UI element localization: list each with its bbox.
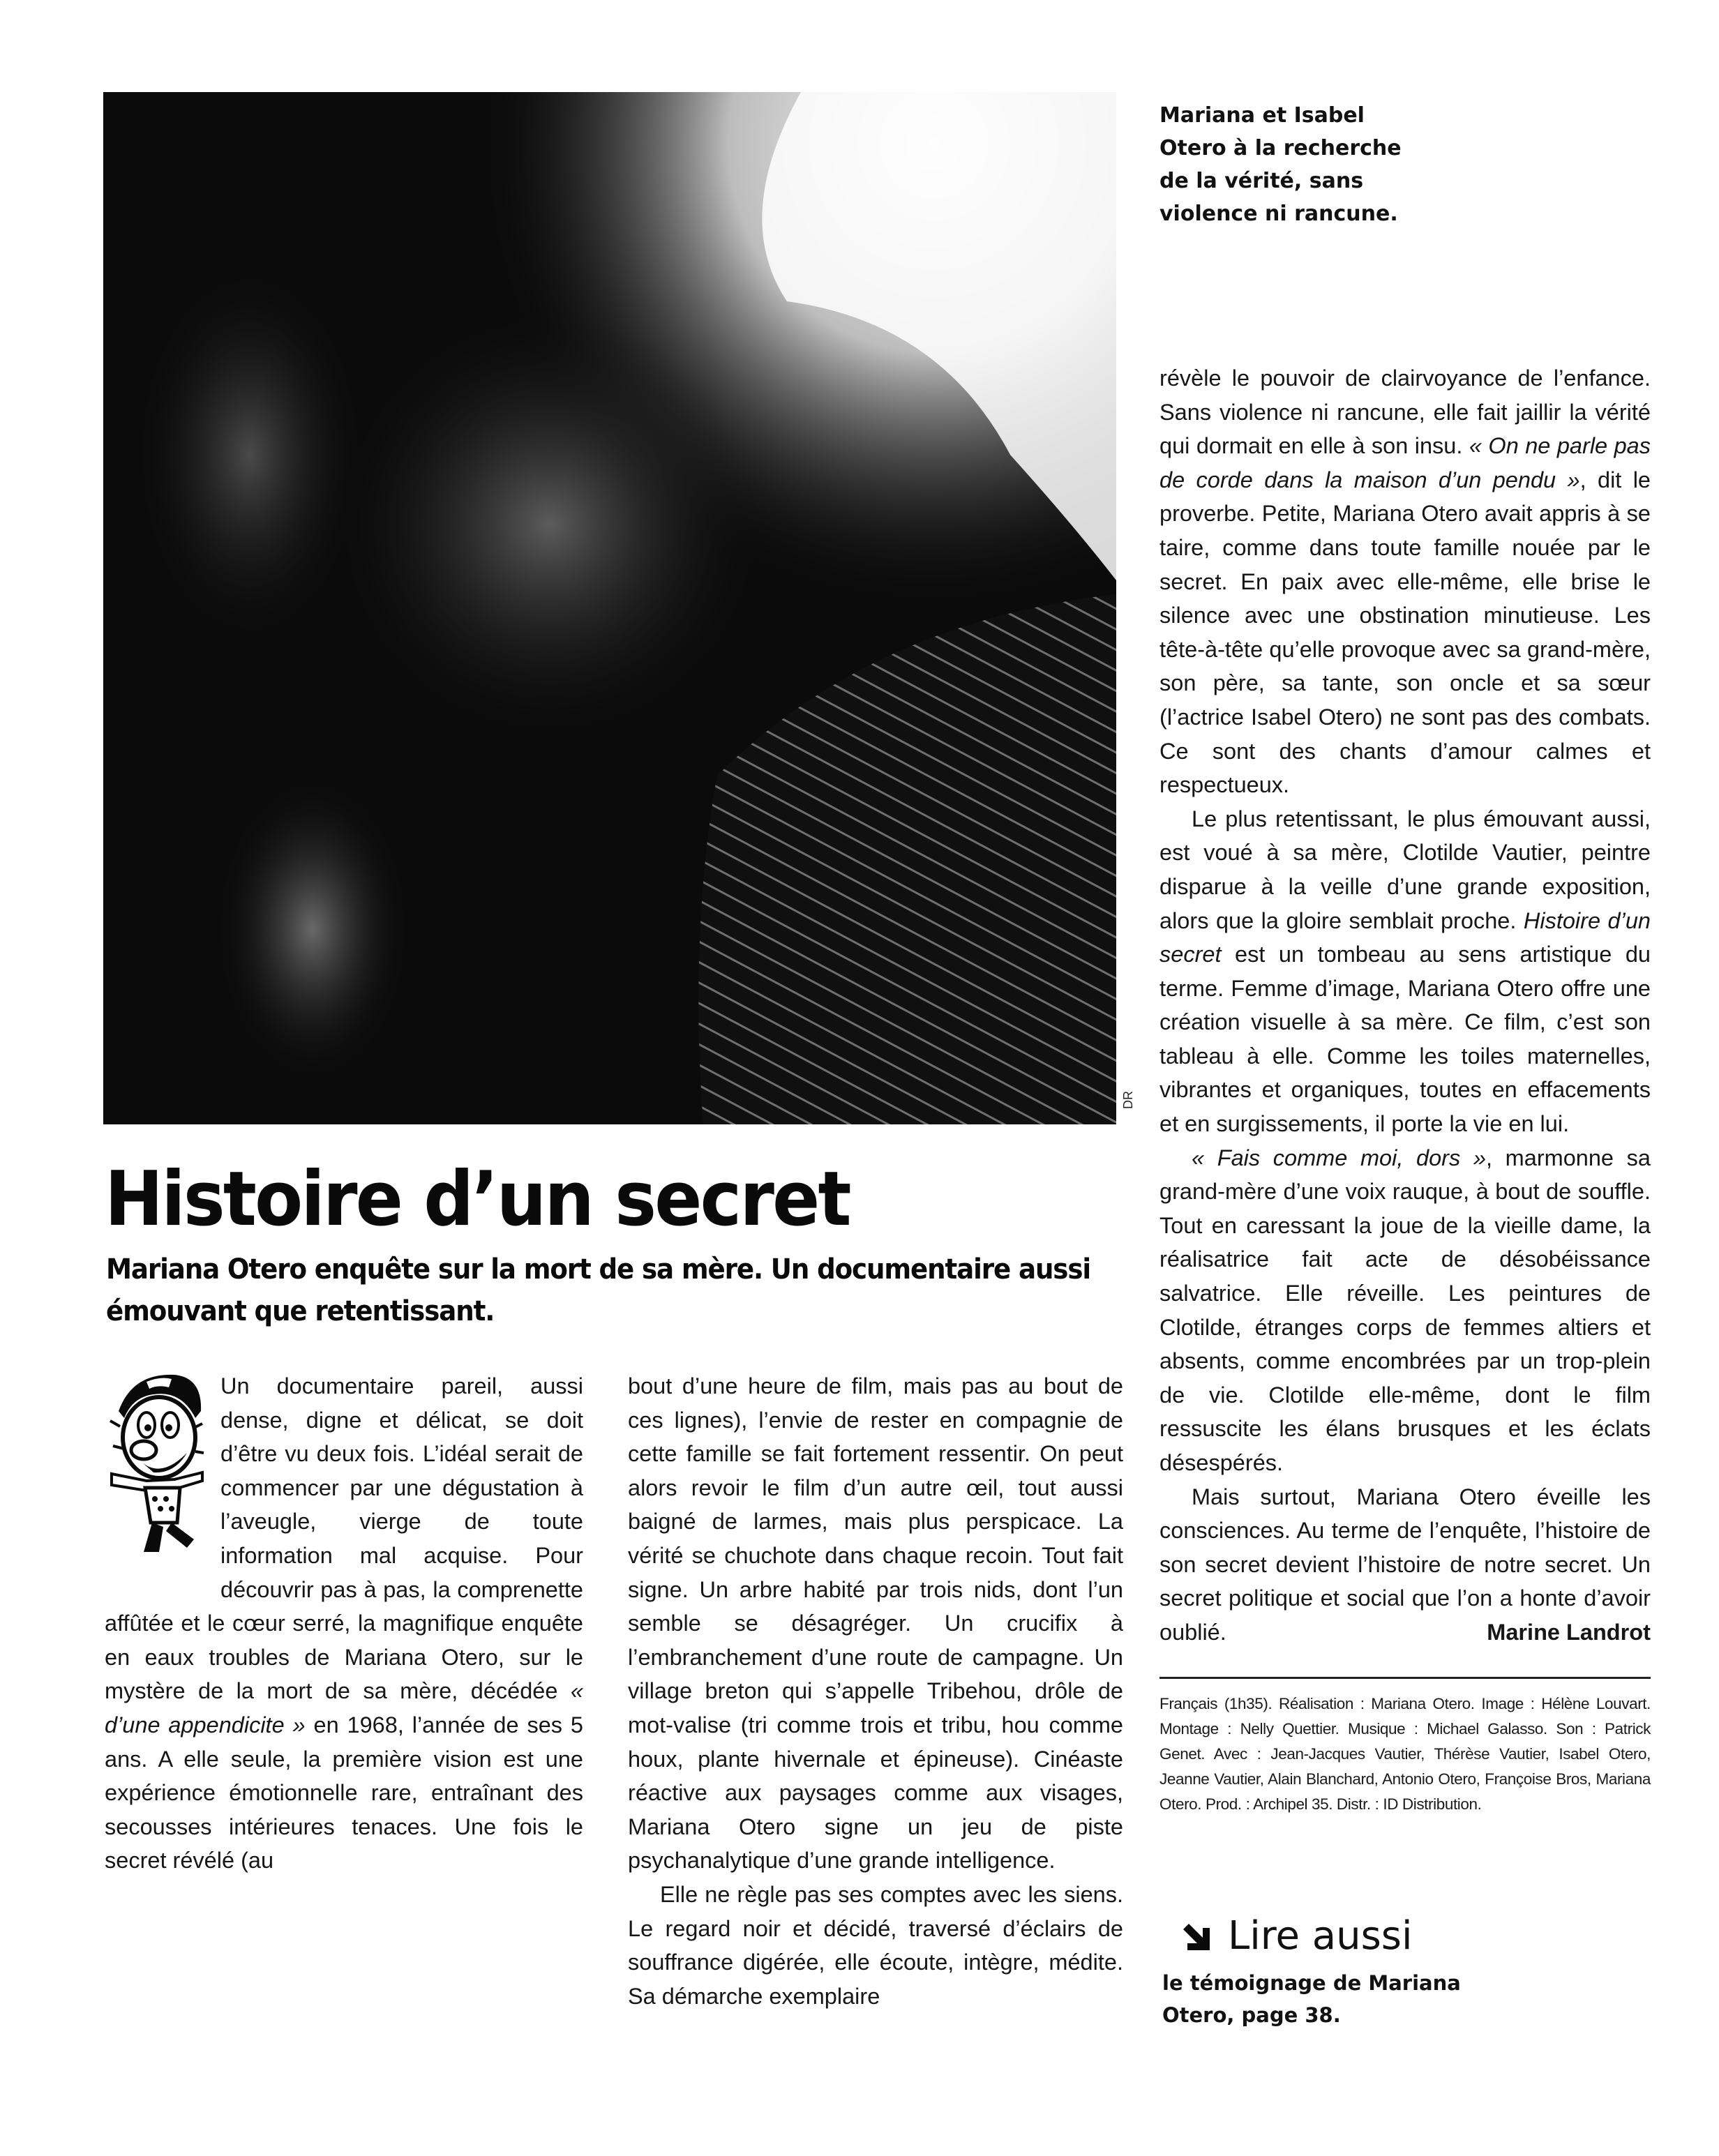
photo-two-women — [103, 92, 1116, 1124]
cartoon-mascot-icon — [105, 1369, 209, 1578]
divider — [1159, 1677, 1651, 1679]
quote: « Fais comme moi, dors » — [1192, 1145, 1486, 1170]
lire-aussi-link[interactable]: le témoignage de Mariana Otero, page 38. — [1162, 1971, 1461, 2027]
article-paragraph: Un documentaire pareil, aussi dense, digne et délicat, se doit d’être vu deux fois. L’idéal serait de commencer par une dégustation à l’aveugle, vierge de toute information mal acquise. Pour découvrir pas à pas, la comprenette affûtée et le cœur serré, la magnifique enquête en eaux troubles de Mariana Otero, sur le mystère de la mort de sa mère, décédée « d’une appendicite » en 1968, l’année de ses 5 ans. A elle seule, la première vision est une expérience émotionnelle rare, entraînant des secousses intérieures tenaces. Une fois le secret révélé (au — [105, 1373, 583, 1874]
caption-line: violence ni rancune. — [1159, 202, 1398, 226]
article-paragraph: Elle ne règle pas ses comptes avec les siens. Le regard noir et décidé, traversé d’éclairs de souffrance digérée, elle écoute, intègre, médite. Sa démarche exemplaire — [628, 1881, 1123, 2009]
article-paragraph: « Fais comme moi, dors », marmonne sa grand-mère d’une voix rauque, à bout de souffle. Tout en caressant la joue de la vieille dame, la réalisatrice fait acte de désobéissance salvatrice. Elle réveille. Les peintures de Clotilde, étranges corps de femmes altiers et absents, comme encombrées par un trop-plein de vie. Clotilde elle-même, dont le film ressuscite les élans brusques et les éclats désespérés. — [1159, 1145, 1651, 1475]
article-paragraph: bout d’une heure de film, mais pas au bout de ces lignes), l’envie de rester en compagnie de cette famille se fait fortement ressentir. On peut alors revoir le film d’un autre œil, tout aussi baigné de larmes, mais plus perspicace. La vérité se chuchote dans chaque recoin. Tout fait signe. Un arbre habité par trois nids, dont l’un semble se désagréger. Un crucifix à l’embranchement d’une route de campagne. Un village breton qui s’appelle Tribehou, drôle de mot-valise (tri comme trois et tribu, hou comme houx, plante hivernale et épineuse). Cinéaste réactive aux paysages comme aux visages, Mariana Otero signe un jeu de piste psychanalytique d’une grande intelligence. — [628, 1373, 1123, 1874]
article-paragraph: Le plus retentissant, le plus émouvant aussi, est voué à sa mère, Clotilde Vautier, peintre disparue à la veille d’une grande exposition, alors que la gloire semblait proche. Histoire d’un secret est un tombeau au sens artistique du terme. Femme d’image, Mariana Otero offre une création visuelle à sa mère. Ce film, c’est son tableau à elle. Comme les toiles maternelles, vibrantes et organiques, toutes en effacements et en surgissements, il porte la vie en lui. — [1159, 806, 1651, 1137]
article-column-3 — [1159, 361, 1651, 1650]
caption-line: Otero à la recherche — [1159, 136, 1402, 160]
lire-aussi-heading[interactable] — [1179, 1914, 1413, 1959]
lire-aussi-label: Lire aussi — [1228, 1913, 1413, 1959]
article-standfirst: Mariana Otero enquête sur la mort de sa mère. Un documentaire aussi émouvant que retentissant. — [106, 1253, 1090, 1327]
photo-caption — [1159, 99, 1466, 230]
caption-line: de la vérité, sans — [1159, 169, 1364, 193]
article-paragraph: Mais surtout, Mariana Otero éveille les consciences. Au terme de l’enquête, l’histoire de son secret devient l’histoire de notre secret. Un secret politique et social que l’on a honte d’avoir oublié. Marine Landrot — [1159, 1480, 1651, 1650]
arrow-down-right-icon — [1179, 1920, 1213, 1953]
article-photo — [103, 92, 1116, 1124]
author-byline: Marine Landrot — [1487, 1619, 1651, 1645]
quote: « On ne parle pas de corde dans la maison d’un pendu » — [1159, 433, 1651, 492]
article-headline: Histoire d’un secret — [105, 1156, 850, 1243]
article-column-2 — [628, 1369, 1123, 2013]
article-column-1 — [105, 1369, 583, 1878]
film-credits: Français (1h35). Réalisation : Mariana Otero. Image : Hélène Louvart. Montage : Nelly Quettier. Musique : Michael Galasso. Son : Patrick Genet. Avec : Jean-Jacques Vautier, Thérèse Vautier, Isabel Otero, Jeanne Vautier, Alain Blanchard, Antonio Otero, Françoise Bros, Mariana Otero. Prod. : Archipel 35. Distr. : ID Distribution. — [1159, 1695, 1651, 1813]
caption-line: Mariana et Isabel — [1159, 103, 1365, 128]
photo-credit: DR — [1121, 1091, 1135, 1109]
quote: « d’une appendicite » — [105, 1678, 583, 1737]
article-paragraph: révèle le pouvoir de clairvoyance de l’enfance. Sans violence ni rancune, elle fait jaillir la vérité qui dormait en elle à son insu. « On ne parle pas de corde dans la maison d’un pendu », dit le proverbe. Petite, Mariana Otero avait appris à se taire, comme dans toute famille nouée par le secret. En paix avec elle-même, elle brise le silence avec une obstination minutieuse. Les tête-à-tête qu’elle provoque avec sa grand-mère, son père, sa tante, son oncle et sa sœur (l’actrice Isabel Otero) ne sont pas des combats. Ce sont des chants d’amour calmes et respectueux. — [1159, 365, 1651, 798]
film-title: Histoire d’un secret — [1159, 907, 1651, 967]
